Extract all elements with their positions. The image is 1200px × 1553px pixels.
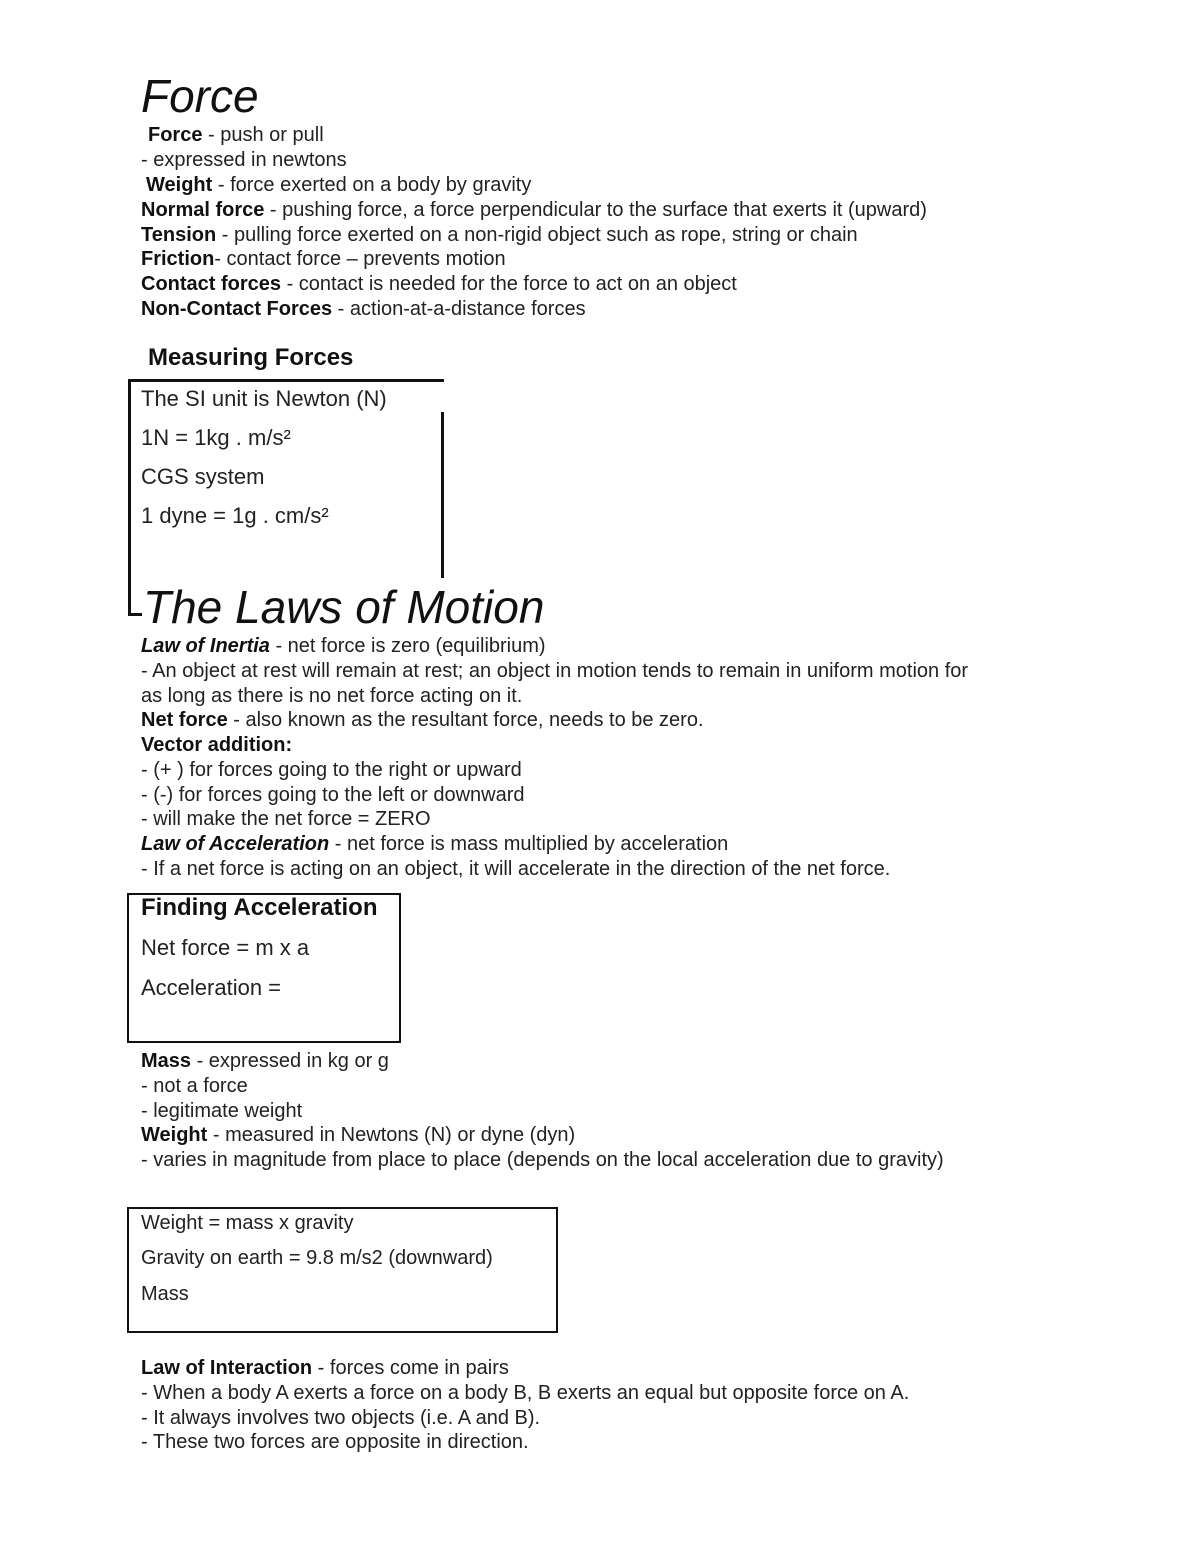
definition-line: Normal force - pushing force, a force perpendicular to the surface that exerts it (upward)	[141, 199, 927, 221]
law-line: Law of Acceleration - net force is mass multiplied by acceleration	[141, 833, 729, 855]
law-line: Net force - also known as the resultant force, needs to be zero.	[141, 709, 704, 731]
weight-box-line: Gravity on earth = 9.8 m/s2 (downward)	[141, 1247, 493, 1269]
interaction-line: Law of Interaction - forces come in pairs	[141, 1357, 509, 1379]
weight-box-line: Weight = mass x gravity	[141, 1212, 354, 1234]
measuring-forces-heading: Measuring Forces	[148, 344, 354, 371]
definition-line: Weight - force exerted on a body by gravity	[146, 174, 532, 196]
law-line: - If a net force is acting on an object, it will accelerate in the direction of the net force.	[141, 858, 891, 880]
interaction-line: - These two forces are opposite in direction.	[141, 1431, 529, 1453]
measuring-box-line: The SI unit is Newton (N)	[141, 386, 387, 411]
definition-line: Friction- contact force – prevents motion	[141, 248, 506, 270]
measuring-box-top-border	[128, 379, 444, 382]
laws-of-motion-title: The Laws of Motion	[143, 581, 545, 633]
law-line: Law of Inertia - net force is zero (equilibrium)	[141, 635, 546, 657]
definition-line: Contact forces - contact is needed for the force to act on an object	[141, 273, 737, 295]
law-line: as long as there is no net force acting on it.	[141, 685, 523, 707]
definition-line: Tension - pulling force exerted on a non-rigid object such as rope, string or chain	[141, 224, 858, 246]
finding-acceleration-heading: Finding Acceleration	[141, 894, 378, 921]
weight-box-line: Mass	[141, 1283, 189, 1305]
measuring-box-right-border	[441, 412, 444, 578]
law-line: - (+ ) for forces going to the right or upward	[141, 759, 522, 781]
mass-line: Mass - expressed in kg or g	[141, 1050, 389, 1072]
interaction-line: - It always involves two objects (i.e. A and B).	[141, 1407, 541, 1429]
mass-line: Weight - measured in Newtons (N) or dyne (dyn)	[141, 1124, 576, 1146]
interaction-line: - When a body A exerts a force on a body B, B exerts an equal but opposite force on A.	[141, 1382, 910, 1404]
mass-line: - varies in magnitude from place to place (depends on the local acceleration due to gravity)	[141, 1149, 944, 1171]
force-title: Force	[141, 70, 259, 122]
measuring-box-line: 1N = 1kg . m/s²	[141, 425, 291, 450]
measuring-box-line: 1 dyne = 1g . cm/s²	[141, 503, 329, 528]
mass-line: - legitimate weight	[141, 1100, 303, 1122]
law-line: - (-) for forces going to the left or downward	[141, 784, 525, 806]
law-line: Vector addition:	[141, 734, 293, 756]
mass-line: - not a force	[141, 1075, 248, 1097]
measuring-box-bottom-tick	[128, 613, 142, 616]
finding-box-line: Acceleration =	[141, 975, 282, 1000]
definition-line: Non-Contact Forces - action-at-a-distance forces	[141, 298, 586, 320]
definition-line: - expressed in newtons	[141, 149, 347, 171]
definition-line: Force - push or pull	[148, 124, 324, 146]
measuring-box-line: CGS system	[141, 464, 265, 489]
measuring-box-left-border	[128, 379, 131, 616]
law-line: - will make the net force = ZERO	[141, 808, 431, 830]
law-line: - An object at rest will remain at rest; an object in motion tends to remain in uniform motion for	[141, 660, 969, 682]
finding-box-line: Net force = m x a	[141, 935, 310, 960]
